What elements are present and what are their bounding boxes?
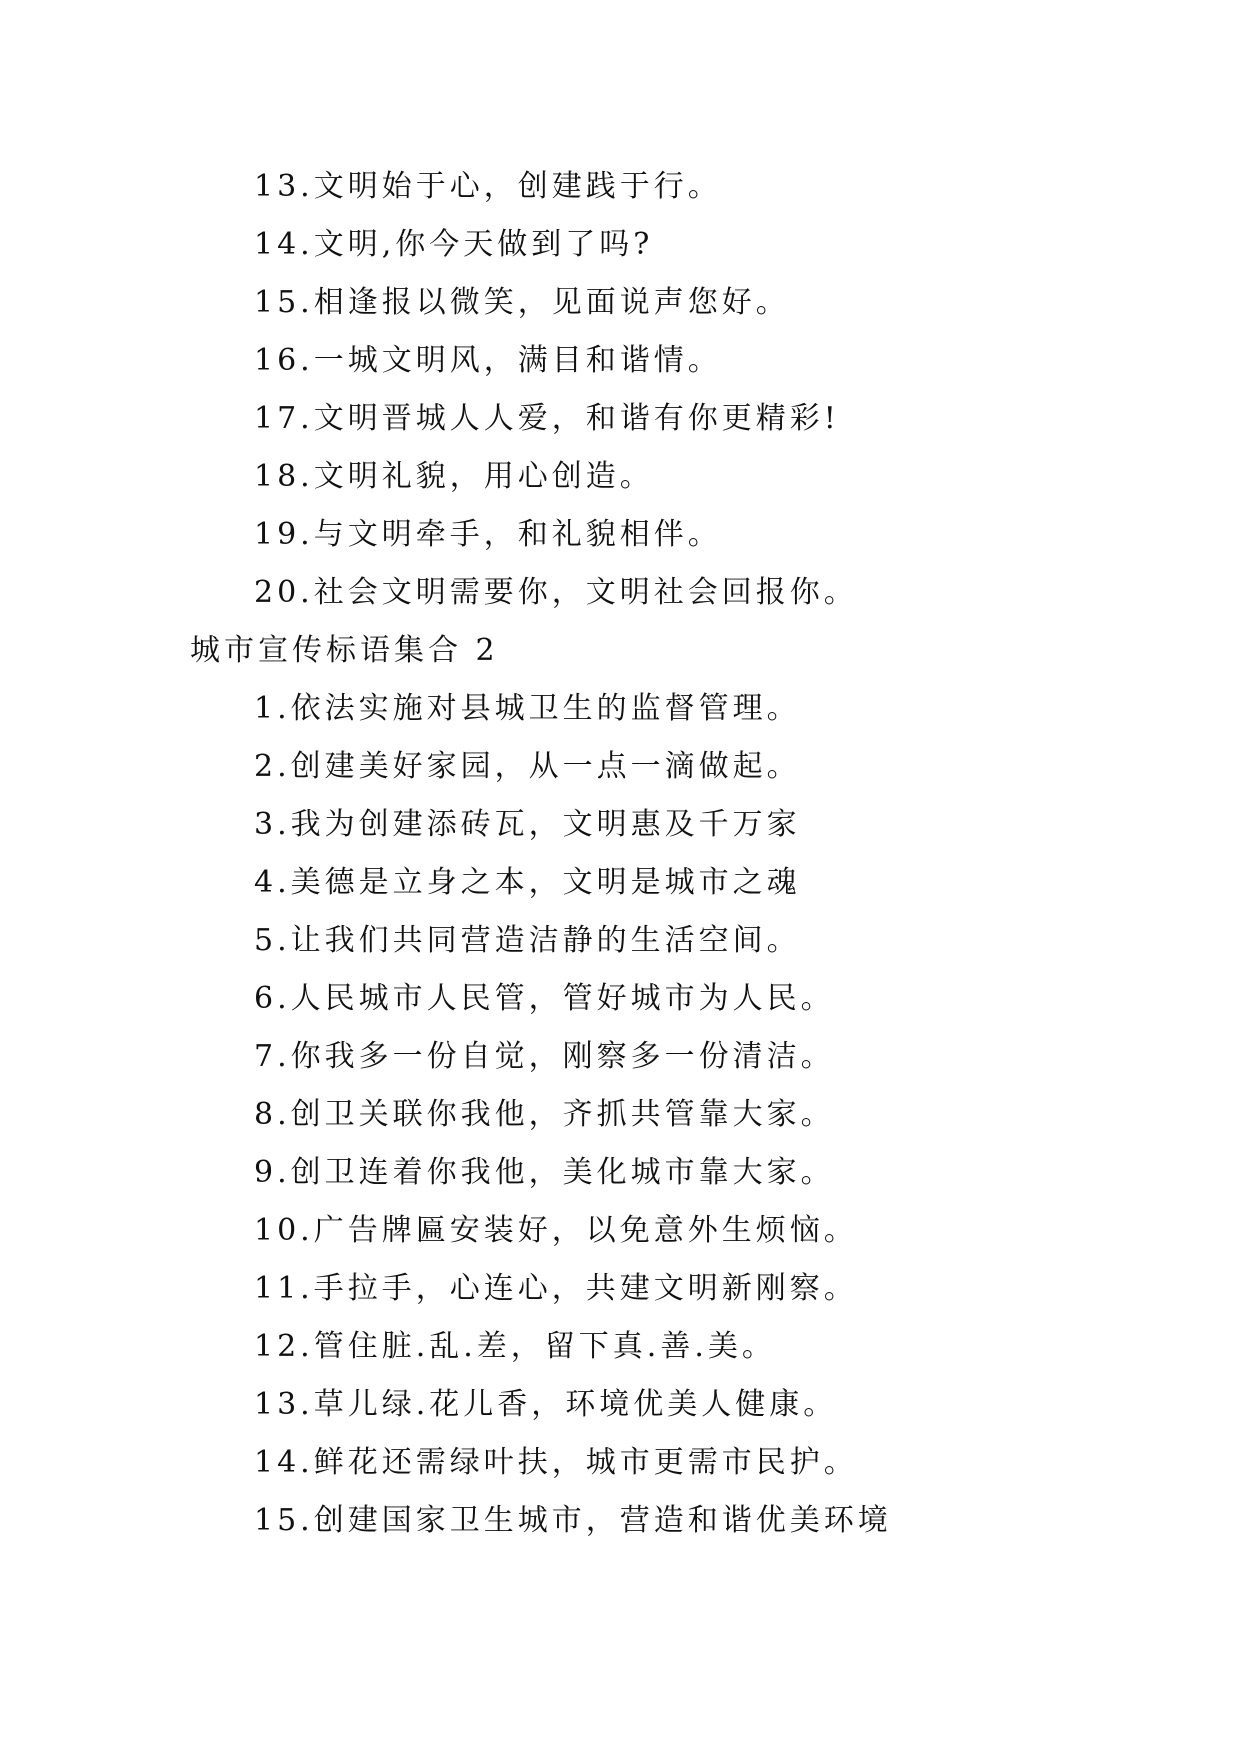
list-item: 1.依法实施对县城卫生的监督管理。 — [254, 691, 801, 726]
list-item: 18.文明礼貌，用心创造。 — [254, 459, 654, 494]
list-item: 8.创卫关联你我他，齐抓共管靠大家。 — [254, 1097, 835, 1132]
section-heading: 城市宣传标语集合 2 — [190, 633, 499, 668]
slogan-list — [0, 680, 1241, 1550]
list-item: 3.我为创建添砖瓦，文明惠及千万家 — [254, 807, 801, 842]
list-item: 15.相逢报以微笑，见面说声您好。 — [254, 285, 790, 320]
list-item: 7.你我多一份自觉，刚察多一份清洁。 — [254, 1039, 835, 1074]
slogan-list-continued — [0, 158, 1241, 622]
list-item: 12.管住脏.乱.差，留下真.善.美。 — [254, 1329, 776, 1364]
list-item: 13.草儿绿.花儿香，环境优美人健康。 — [254, 1387, 838, 1422]
list-item: 13.文明始于心，创建践于行。 — [254, 169, 722, 204]
list-item: 10.广告牌匾安装好，以免意外生烦恼。 — [254, 1213, 858, 1248]
list-item: 15.创建国家卫生城市，营造和谐优美环境 — [254, 1503, 892, 1538]
list-item: 6.人民城市人民管，管好城市为人民。 — [254, 981, 835, 1016]
list-item: 17.文明晋城人人爱，和谐有你更精彩! — [254, 401, 840, 436]
list-item: 14.鲜花还需绿叶扶，城市更需市民护。 — [254, 1445, 858, 1480]
list-item: 11.手拉手，心连心，共建文明新刚察。 — [254, 1271, 858, 1306]
list-item: 9.创卫连着你我他，美化城市靠大家。 — [254, 1155, 835, 1190]
list-item: 5.让我们共同营造洁静的生活空间。 — [254, 923, 801, 958]
list-item: 2.创建美好家园，从一点一滴做起。 — [254, 749, 801, 784]
list-item: 20.社会文明需要你，文明社会回报你。 — [254, 575, 858, 610]
list-item: 14.文明,你今天做到了吗? — [254, 227, 654, 262]
list-item: 4.美德是立身之本，文明是城市之魂 — [254, 865, 801, 900]
list-item: 16.一城文明风，满目和谐情。 — [254, 343, 722, 378]
list-item: 19.与文明牵手，和礼貌相伴。 — [254, 517, 722, 552]
